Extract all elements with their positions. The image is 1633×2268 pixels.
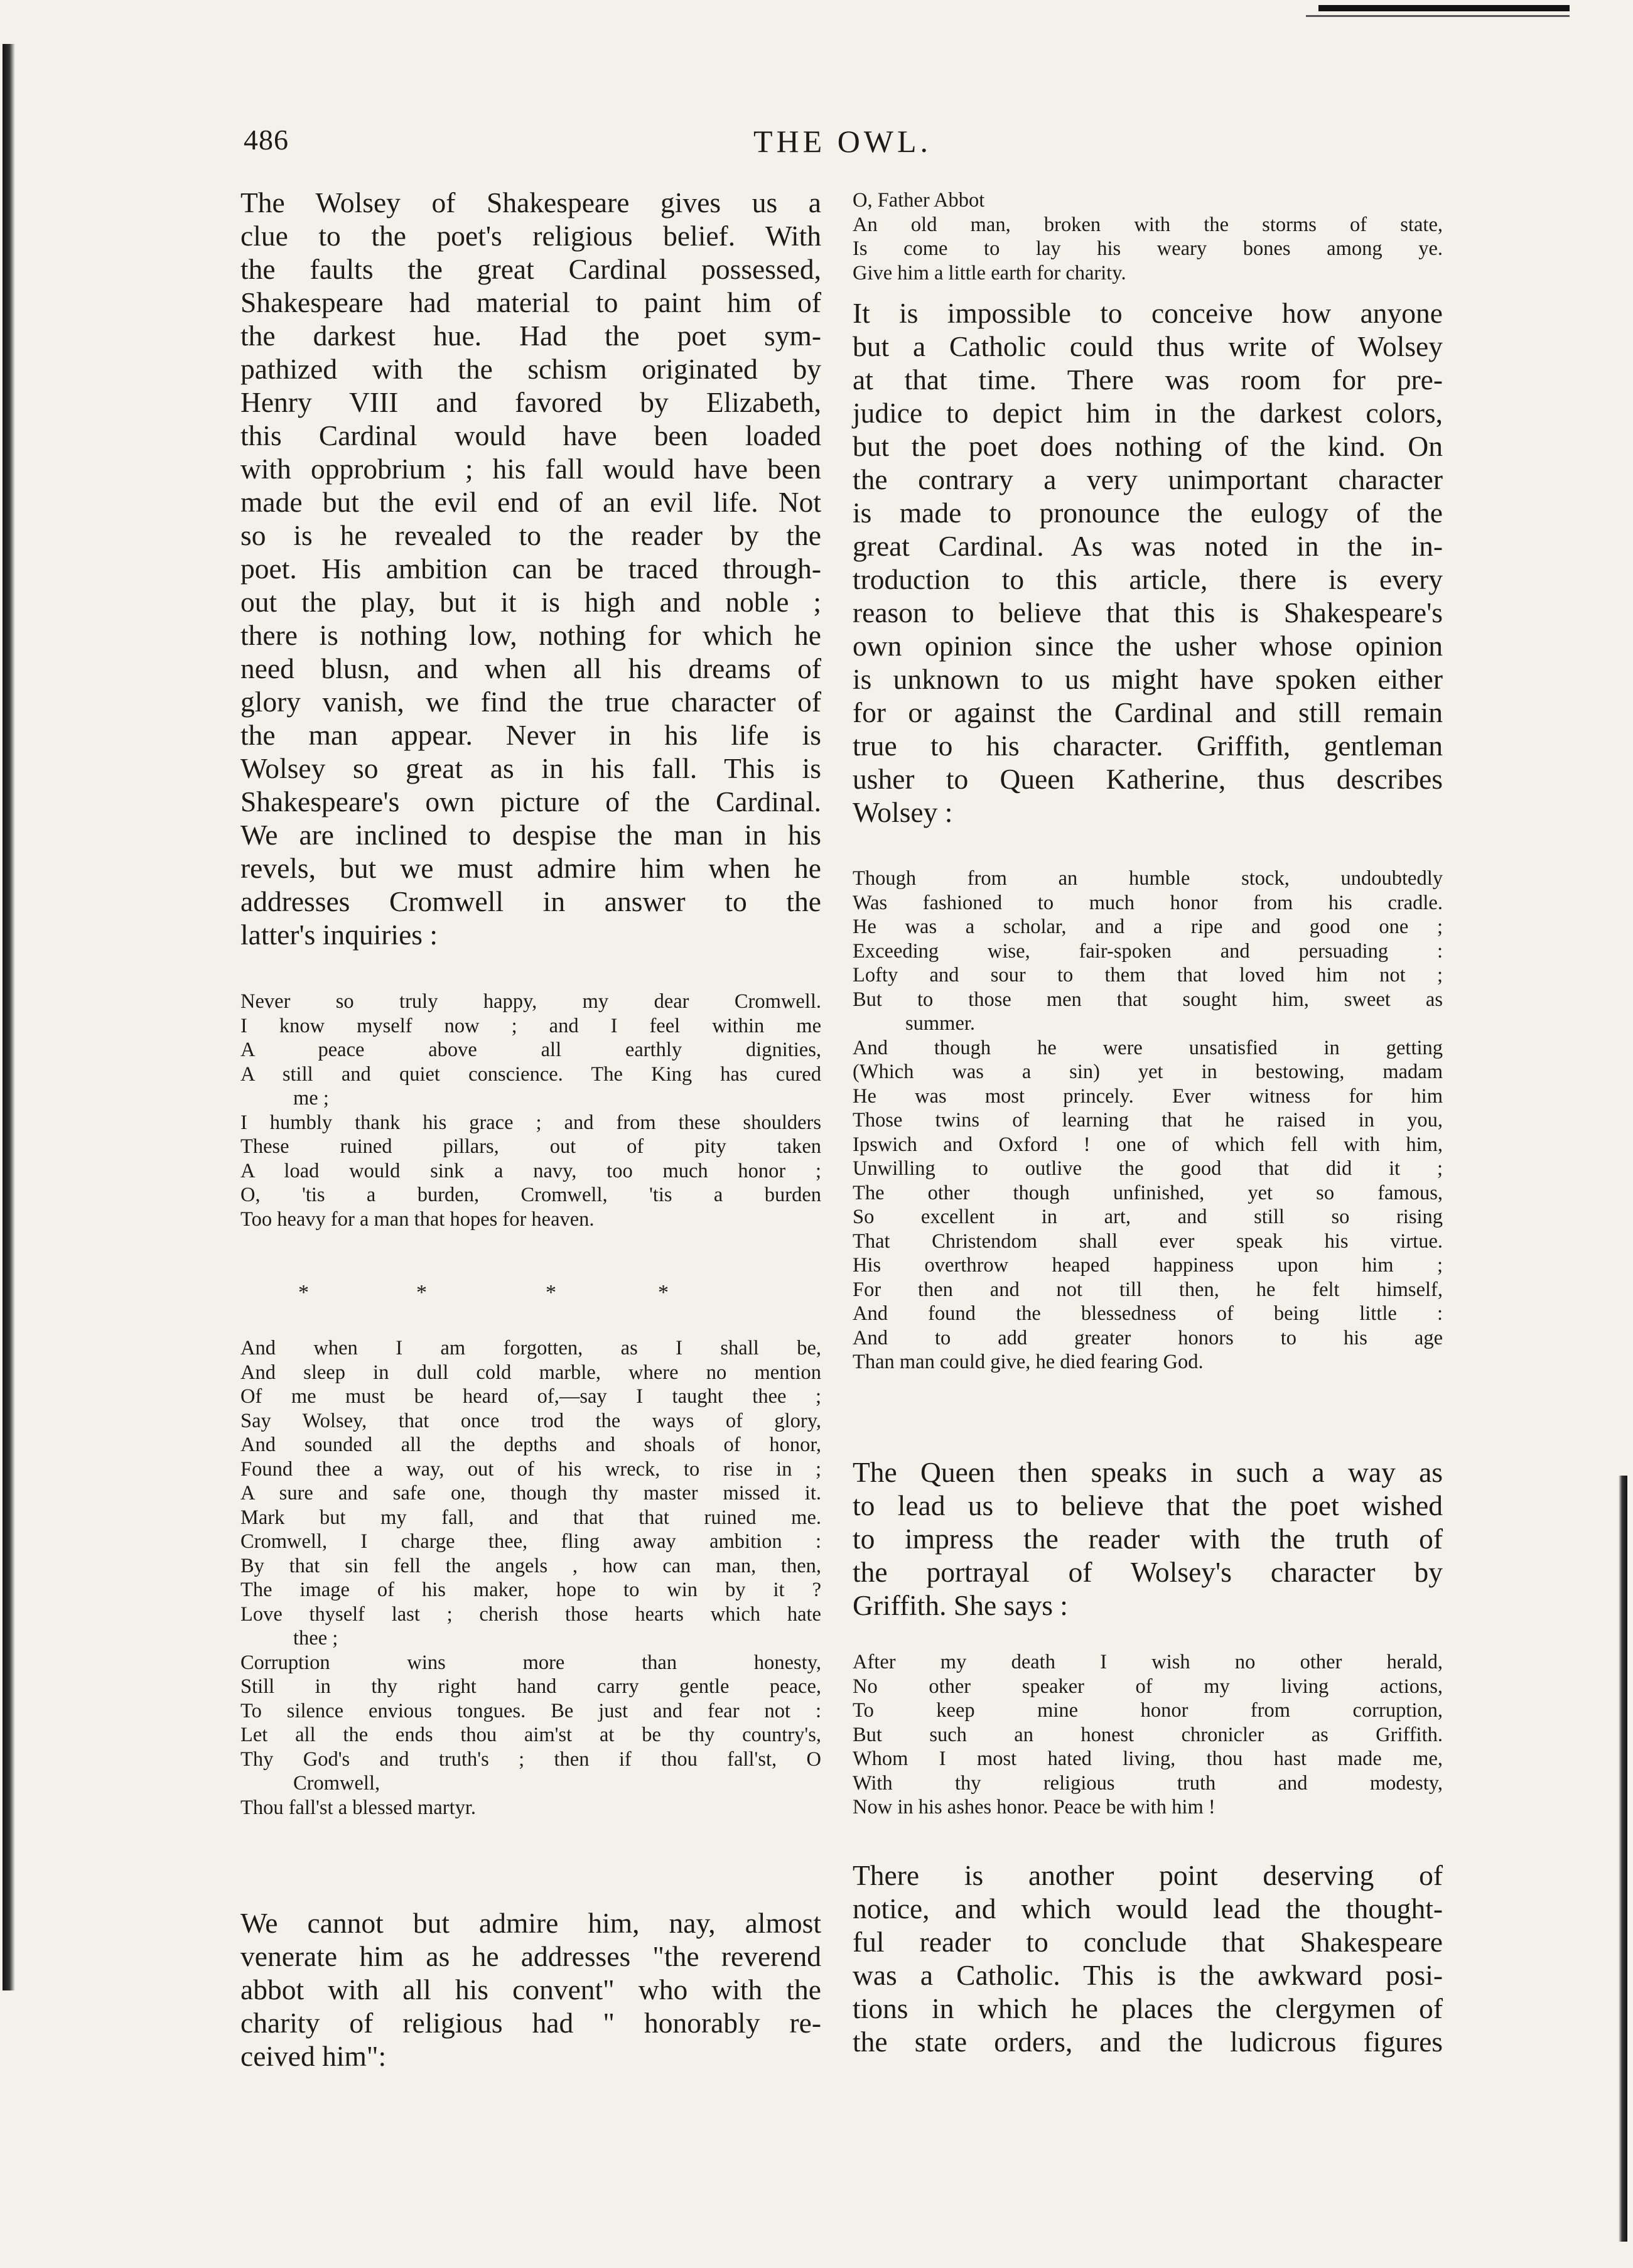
text-line: A peace above all earthly dignities, — [240, 1039, 821, 1061]
text-line: Mark but my fall, and that that ruined me. — [240, 1506, 821, 1529]
left-verse-1 — [240, 990, 821, 1231]
text-line: abbot with all his convent" who with the — [240, 1974, 821, 2006]
text-line: ful reader to conclude that Shakespeare — [853, 1926, 1443, 1958]
text-line: the darkest hue. Had the poet sym- — [240, 320, 821, 352]
text-line: Than man could give, he died fearing God. — [853, 1351, 1204, 1373]
text-line: made but the evil end of an evil life. Not — [240, 486, 821, 518]
text-line: clue to the poet's religious belief. With — [240, 220, 821, 252]
text-line: Whom I most hated living, thou hast made me, — [853, 1747, 1443, 1770]
text-line: Is come to lay his weary bones among ye. — [853, 237, 1443, 260]
text-line: A load would sink a navy, too much honor ; — [240, 1159, 821, 1182]
text-line: this Cardinal would have been loaded — [240, 419, 821, 451]
star-mark: * — [658, 1281, 669, 1304]
text-line: Thou fall'st a blessed martyr. — [240, 1796, 477, 1819]
text-line: is unknown to us might have spoken either — [853, 663, 1443, 695]
text-line: Unwilling to outlive the good that did it ; — [853, 1157, 1443, 1180]
text-line: But to those men that sought him, sweet as — [853, 988, 1443, 1011]
text-line: Wolsey so great as in his fall. This is — [240, 752, 821, 784]
right-para-2 — [853, 1455, 1443, 1622]
text-line: By that sin fell the angels , how can man, then, — [240, 1554, 821, 1577]
text-line: me ; — [293, 1087, 329, 1110]
text-line: We cannot but admire him, nay, almost — [240, 1907, 821, 1939]
text-line: Was fashioned to much honor from his cradle. — [853, 891, 1443, 914]
text-line: there is nothing low, nothing for which he — [240, 619, 821, 651]
page-number: 486 — [244, 124, 289, 156]
text-line: at that time. There was room for pre- — [853, 364, 1443, 396]
text-line: (Which was a sin) yet in bestowing, madam — [853, 1061, 1443, 1083]
text-line: to lead us to believe that the poet wished — [853, 1489, 1443, 1521]
text-line: The other though unfinished, yet so famous, — [853, 1181, 1443, 1204]
star-mark: * — [416, 1281, 427, 1304]
scan-edge-right — [1619, 1476, 1627, 2242]
text-line: latter's inquiries : — [240, 919, 438, 951]
text-line: I know myself now ; and I feel within me — [240, 1014, 821, 1037]
text-line: And found the blessedness of being little : — [853, 1302, 1443, 1325]
text-line: But such an honest chronicler as Griffith. — [853, 1723, 1443, 1746]
text-line: And sounded all the depths and shoals of honor, — [240, 1434, 821, 1456]
text-line: The Wolsey of Shakespeare gives us a — [240, 186, 821, 219]
left-para-1 — [240, 186, 821, 951]
text-line: Found thee a way, out of his wreck, to rise in ; — [240, 1457, 821, 1481]
text-line: It is impossible to conceive how anyone — [853, 297, 1443, 329]
text-line: Love thyself last ; cherish those hearts which hate — [240, 1602, 821, 1626]
text-line: revels, but we must admire him when he — [240, 852, 821, 884]
text-line: I humbly thank his grace ; and from these shoulders — [240, 1111, 821, 1134]
star-mark: * — [298, 1281, 309, 1304]
left-verse-2 — [240, 1336, 821, 1820]
text-line: thee ; — [293, 1627, 338, 1650]
text-line: Those twins of learning that he raised in you, — [853, 1109, 1443, 1131]
ellipsis-stars — [240, 1278, 821, 1316]
text-line: Corruption wins more than honesty, — [240, 1651, 821, 1674]
text-line: Now in his ashes honor. Peace be with him ! — [853, 1796, 1215, 1818]
text-line: A sure and safe one, though thy master missed it. — [240, 1482, 821, 1504]
text-line: charity of religious had " honorably re- — [240, 2007, 821, 2039]
text-line: That Christendom shall ever speak his virtue. — [853, 1229, 1443, 1253]
text-line: With thy religious truth and modesty, — [853, 1771, 1443, 1795]
text-line: Griffith. She says : — [853, 1589, 1068, 1621]
text-line: Shakespeare had material to paint him of — [240, 286, 821, 318]
text-line: the portrayal of Wolsey's character by — [853, 1556, 1443, 1588]
text-line: He was most princely. Ever witness for him — [853, 1084, 1443, 1108]
text-line: Henry VIII and favored by Elizabeth, — [240, 386, 821, 418]
text-line: out the play, but it is high and noble ; — [240, 586, 821, 618]
right-verse-2 — [853, 1650, 1443, 1820]
text-line: Thy God's and truth's ; then if thou fall'st, O — [240, 1747, 821, 1771]
text-line: so is he revealed to the reader by the — [240, 519, 821, 551]
text-line: And when I am forgotten, as I shall be, — [240, 1337, 821, 1359]
right-para-1 — [853, 296, 1443, 829]
text-line: And to add greater honors to his age — [853, 1326, 1443, 1349]
text-line: Ipswich and Oxford ! one of which fell with him, — [853, 1133, 1443, 1156]
text-line: Shakespeare's own picture of the Cardinal. — [240, 786, 821, 818]
text-line: A still and quiet conscience. The King has cured — [240, 1062, 821, 1086]
star-mark: * — [546, 1281, 556, 1304]
text-line: Of me must be heard of,—say I taught thee ; — [240, 1385, 821, 1408]
text-line: pathized with the schism originated by — [240, 353, 821, 385]
text-line: the state orders, and the ludicrous figures — [853, 2026, 1443, 2058]
text-line: but a Catholic could thus write of Wolsey — [853, 330, 1443, 362]
text-line: Say Wolsey, that once trod the ways of glory, — [240, 1409, 821, 1432]
text-line: The image of his maker, hope to win by it ? — [240, 1579, 821, 1601]
text-line: The Queen then speaks in such a way as — [853, 1456, 1443, 1488]
text-line: great Cardinal. As was noted in the in- — [853, 530, 1443, 562]
text-line: Still in thy right hand carry gentle peace, — [240, 1675, 821, 1698]
text-line: Though from an humble stock, undoubtedly — [853, 867, 1443, 890]
text-line: with opprobrium ; his fall would have been — [240, 453, 821, 485]
text-line: Lofty and sour to them that loved him not ; — [853, 964, 1443, 986]
text-line: Wolsey : — [853, 796, 953, 828]
text-line: His overthrow heaped happiness upon him ; — [853, 1254, 1443, 1277]
text-line: There is another point deserving of — [853, 1859, 1443, 1891]
left-para-2 — [240, 1906, 821, 2073]
text-line: notice, and which would lead the thought- — [853, 1893, 1443, 1925]
text-line: the man appear. Never in his life is — [240, 719, 821, 751]
text-line: need blusn, and when all his dreams of — [240, 652, 821, 684]
text-line: the faults the great Cardinal possessed, — [240, 253, 821, 285]
text-line: is made to pronounce the eulogy of the — [853, 497, 1443, 529]
text-line: O, Father Abbot — [853, 189, 985, 212]
text-line: troduction to this article, there is every — [853, 563, 1443, 595]
text-line: He was a scholar, and a ripe and good one ; — [853, 915, 1443, 938]
text-line: Cromwell, I charge thee, fling away ambition : — [240, 1530, 821, 1553]
text-line: Give him a little earth for charity. — [853, 261, 1126, 284]
text-line: reason to believe that this is Shakespeare's — [853, 597, 1443, 629]
text-line: Let all the ends thou aim'st at be thy country's, — [240, 1724, 821, 1746]
text-line: We are inclined to despise the man in his — [240, 819, 821, 851]
text-line: glory vanish, we find the true character of — [240, 686, 821, 718]
text-line: for or against the Cardinal and still remain — [853, 696, 1443, 728]
scan-edge-left — [3, 44, 15, 1990]
text-line: These ruined pillars, out of pity taken — [240, 1135, 821, 1158]
text-line: to impress the reader with the truth of — [853, 1523, 1443, 1555]
scan-top-rule-thin — [1306, 15, 1570, 17]
text-line: true to his character. Griffith, gentleman — [853, 730, 1443, 762]
text-line: venerate him as he addresses "the reverend — [240, 1940, 821, 1972]
text-line: And sleep in dull cold marble, where no mention — [240, 1361, 821, 1384]
text-line: the contrary a very unimportant character — [853, 463, 1443, 495]
text-line: To keep mine honor from corruption, — [853, 1699, 1443, 1722]
text-line: And though he were unsatisfied in getting — [853, 1036, 1443, 1059]
text-line: Cromwell, — [293, 1772, 380, 1795]
text-line: So excellent in art, and still so rising — [853, 1206, 1443, 1228]
right-verse-top — [853, 188, 1443, 285]
text-line: addresses Cromwell in answer to the — [240, 885, 821, 917]
text-line: tions in which he places the clergymen of — [853, 1992, 1443, 2024]
text-line: judice to depict him in the darkest colors, — [853, 397, 1443, 429]
running-title: THE OWL. — [753, 124, 932, 159]
text-line: Too heavy for a man that hopes for heaven. — [240, 1207, 595, 1231]
text-line: For then and not till then, he felt himself, — [853, 1278, 1443, 1301]
right-verse-1 — [853, 867, 1443, 1374]
text-line: To silence envious tongues. Be just and fear not : — [240, 1699, 821, 1722]
text-line: was a Catholic. This is the awkward posi- — [853, 1959, 1443, 1991]
text-line: own opinion since the usher whose opinion — [853, 630, 1443, 662]
scan-top-rule — [1318, 5, 1570, 11]
text-line: After my death I wish no other herald, — [853, 1651, 1443, 1673]
text-line: No other speaker of my living actions, — [853, 1675, 1443, 1698]
text-line: usher to Queen Katherine, thus describes — [853, 763, 1443, 795]
text-line: poet. His ambition can be traced through- — [240, 553, 821, 585]
text-line: O, 'tis a burden, Cromwell, 'tis a burden — [240, 1184, 821, 1206]
text-line: ceived him": — [240, 2040, 387, 2072]
right-para-3 — [853, 1859, 1443, 2058]
text-line: Never so truly happy, my dear Cromwell. — [240, 990, 821, 1013]
text-line: summer. — [905, 1012, 976, 1035]
text-line: An old man, broken with the storms of state, — [853, 213, 1443, 236]
text-line: but the poet does nothing of the kind. On — [853, 430, 1443, 462]
text-line: Exceeding wise, fair-spoken and persuading : — [853, 939, 1443, 963]
